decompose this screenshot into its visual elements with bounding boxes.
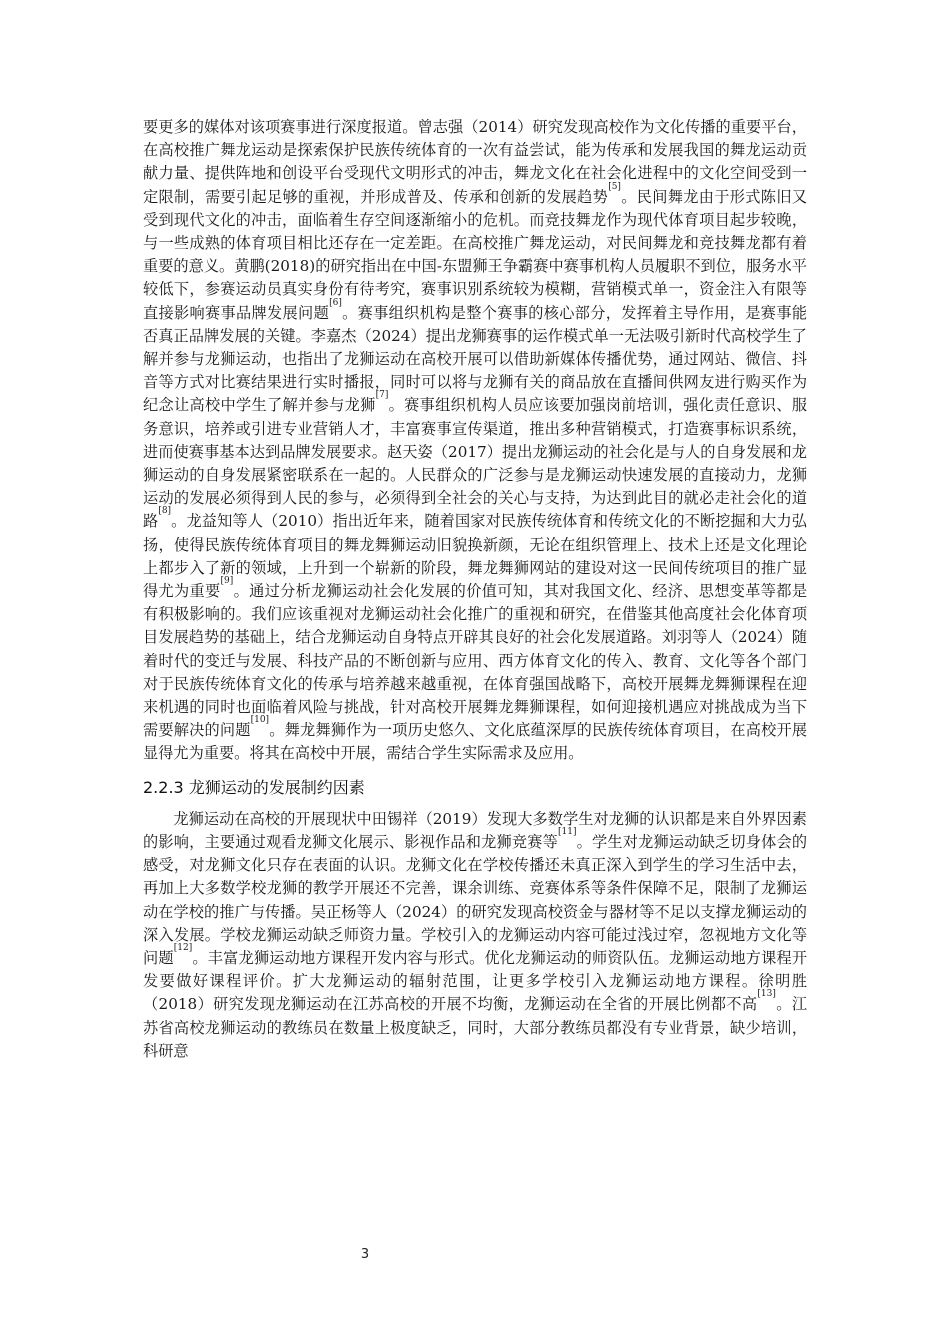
citation-marker: [6] (329, 297, 342, 308)
text-run: 。学生对龙狮运动缺乏切身体会的感受，对龙狮文化只存在表面的认识。龙狮文化在学校传播还未真正深入到学生的学习生活中去，再加上大多数学校龙狮的教学开展还不完善，课余训练、竞赛体系等条件保障不足，限制了龙狮运动在学校的推广与传播。吴正杨等人（2024）的研究发现高校资金与器材等不足以支撑龙狮运动的深入发展。学校龙狮运动缺乏师资力量。学校引入的龙狮运动内容可能过浅过窄，忽视地方文化等问题 (143, 832, 808, 967)
citation-marker: [7] (375, 390, 389, 401)
text-run: 。丰富龙狮运动地方课程开发内容与形式。优化龙狮运动的师资队伍。龙狮运动地方课程开发要做好课程评价。扩大龙狮运动的辐射范围，让更多学校引入龙狮运动地方课程。徐明胜（2018）研究发现龙狮运动在江苏高校的开展不均衡，龙狮运动在全省的开展比例都不高 (143, 948, 808, 1014)
text-run: 。舞龙舞狮作为一项历史悠久、文化底蕴深厚的民族传统体育项目，在高校开展显得尤为重要。将其在高校中开展，需结合学生实际需求及应用。 (143, 721, 808, 763)
text-run: 龙狮运动在高校的开展现状中田锡祥（2019）发现大多数学生对龙狮的认识都是来自外界因素的影响，主要通过观看龙狮文化展示、影视作品和龙狮竞赛等 (143, 809, 807, 851)
citation-marker: [9] (220, 576, 234, 587)
text-run: 要更多的媒体对该项赛事进行深度报道。曾志强（2014）研究发现高校作为文化传播的重要平台，在高校推广舞龙运动是探索保护民族传统体育的一次有益尝试，能为传承和发展我国的舞龙运动贡献力量、提供阵地和创设平台受现代文明形式的冲击，舞龙文化在社会化进程中的文化空间受到一定限制，需要引起足够的重视，并形成普及、传承和创新的发展趋势 (143, 118, 807, 206)
citation-marker: [12] (173, 942, 193, 953)
text-run: 。龙益知等人（2010）指出近年来，随着国家对民族传统体育和传统文化的不断挖掘和大力弘扬，使得民族传统体育项目的舞龙舞狮运动旧貌换新颜，无论在组织管理上、技术上还是文化理论上都步入了新的领域，上升到一个崭新的阶段，舞龙舞狮网站的建设对这一民间传统项目的推广显得尤为重要 (143, 512, 807, 601)
citation-marker: [10] (250, 715, 270, 726)
citation-marker: [5] (608, 181, 621, 192)
text-run: 。通过分析龙狮运动社会化发展的价值可知，其对我国文化、经济、思想变革等都是有积极影响的。我们应该重视对龙狮运动社会化推广的重视和研究，在借鉴其他高度社会化体育项目发展趋势的基础上，结合龙狮运动自身特点开辟其良好的社会化发展道路。刘羽等人（2024）随着时代的变迁与发展、科技产品的不断创新与应用、西方体育文化的传入、教育、文化等各个部门对于民族传统体育文化的传承与培养越来越重视，在体育强国战略下，高校开展舞龙舞狮课程在迎来机遇的同时也面临着风险与挑战，针对高校开展舞龙舞狮课程，如何迎接机遇应对挑战成为当下需要解决的问题 (143, 582, 808, 740)
text-run: 。赛事组织机构人员应该要加强岗前培训，强化责任意识、服务意识，培养或引进专业营销人才，丰富赛事宣传渠道，推出多种营销模式，打造赛事标识系统，进而使赛事基本达到品牌发展要求。赵天姿（2017）提出龙狮运动的社会化是与人的自身发展和龙狮运动的自身发展紧密联系在一起的。人民群众的广泛参与是龙狮运动快速发展的直接动力，龙狮运动的发展必须得到人民的参与，必须得到全社会的关心与支持，为达到此目的就必走社会化的道路 (143, 396, 808, 531)
text-run: 。赛事组织机构是整个赛事的核心部分，发挥着主导作用，是赛事能否真正品牌发展的关键。李嘉杰（2024）提出龙狮赛事的运作模式单一无法吸引新时代高校学生了解并参与龙狮运动，也指出了龙狮运动在高校开展可以借助新媒体传播优势，通过网站、微信、抖音等方式对比赛结果进行实时播报，同时可以将与龙狮有关的商品放在直播间供网友进行购买作为纪念让高校中学生了解并参与龙狮 (143, 303, 808, 415)
section-heading: 2.2.3 龙狮运动的发展制约因素 (143, 777, 365, 797)
body-paragraph (143, 116, 807, 766)
body-paragraph (143, 808, 807, 1063)
citation-marker: [13] (757, 989, 776, 1000)
text-run: 。民间舞龙由于形式陈旧又受到现代文化的冲击，面临着生存空间逐渐缩小的危机。而竞技舞龙作为现代体育项目起步较晚，与一些成熟的体育项目相比还存在一定差距。在高校推广舞龙运动，对民间舞龙和竞技舞龙都有着重要的意义。黄鹏(2018)的研究指出在中国-东盟狮王争霸赛中赛事机构人员履职不到位，服务水平较低下，参赛运动员真实身份有待考究，赛事识别系统较为模糊，营销模式单一，资金注入有限等直接影响赛事品牌发展问题 (143, 187, 808, 322)
document-body (143, 116, 807, 1063)
text-run: 。江苏省高校龙狮运动的教练员在数量上极度缺乏，同时，大部分教练员都没有专业背景，缺少培训，科研意 (143, 995, 808, 1060)
citation-marker: [11] (557, 826, 577, 837)
citation-marker: [8] (158, 506, 172, 517)
page-number: 3 (360, 1247, 370, 1262)
